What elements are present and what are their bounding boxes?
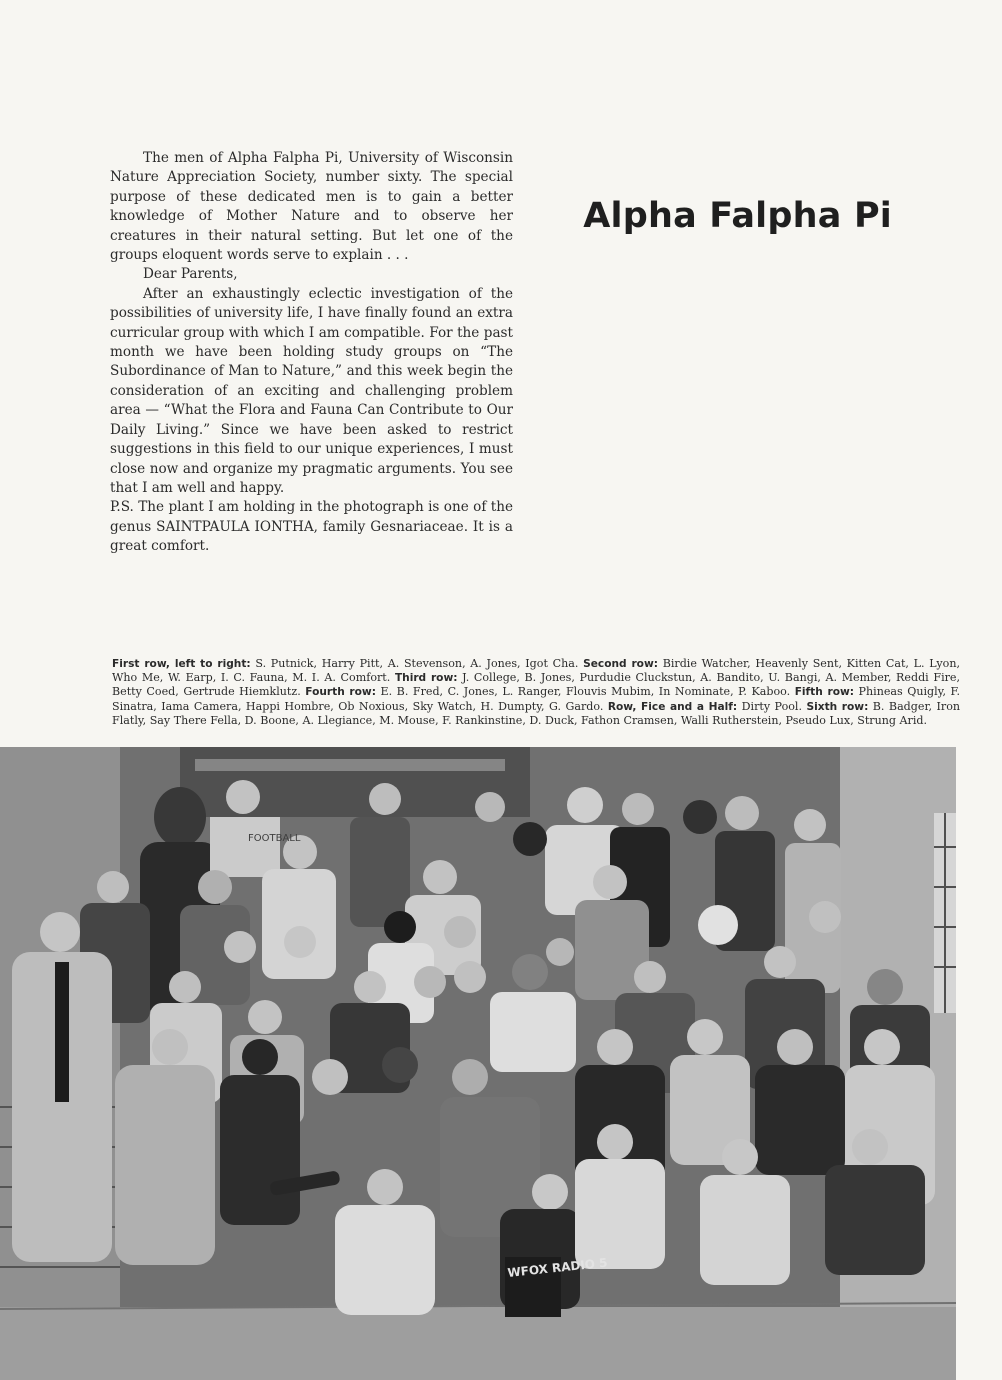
- caption-names-half-row: Dirty Pool.: [741, 699, 802, 713]
- caption-names-fifth-row: Phineas Quigly, F. Sinatra, Iama Camera, Happi Hombre, Ob Noxious, Sky Watch, H. Dumpty, G. Gardo.: [112, 685, 961, 713]
- page-title: Alpha Falpha Pi: [583, 196, 892, 236]
- postscript-paragraph: P.S. The plant I am holding in the photograph is one of the genus SAINTPAULA IONTHA, family Gesnariaceae. It is a great comfort.: [110, 499, 513, 555]
- group-photograph: [0, 747, 956, 1380]
- caption-names-sixth-row: B. Badger, Iron Flatly, Say There Fella, D. Boone, A. Llegiance, M. Mouse, F. Rankinstine, D. Duck, Fathon Cramsen, Walli Rutherstein, Pseudo Lux, Strung Arid.: [112, 699, 961, 727]
- sign-text: FOOTBALL: [248, 833, 301, 844]
- letter-paragraph: After an exhaustingly eclectic investigation of the possibilities of university life, I have finally found an extra curricular group with which I am compatible. For the past month we have been holding study groups on “The Subordinance of Man to Nature,” and this week begin the consideration of an exciting and challenging problem area — “What the Flora and Fauna Can Contribute to Our Daily Living.” Since we have been asked to restrict suggestions in this field to our unique experiences, I must close now and organize my pragmatic arguments. You see that I am well and happy.: [110, 285, 513, 496]
- caption-names-first-row: S. Putnick, Harry Pitt, A. Stevenson, A. Jones, Igot Cha.: [255, 657, 579, 670]
- shirt-text: WFOX RADIO 5: [506, 1255, 609, 1280]
- article-body: [110, 149, 513, 557]
- group-photo-illustration: [0, 747, 956, 1380]
- caption-label-first-row: First row, left to right:: [112, 658, 251, 670]
- caption-names-fourth-row: E. B. Fred, C. Jones, L. Ranger, Flouvis Mubim, In Nominate, P. Kaboo.: [380, 685, 791, 699]
- intro-paragraph: The men of Alpha Falpha Pi, University of Wisconsin Nature Appreciation Society, number sixty. The special purpose of these dedicated men is to gain a better knowledge of Mother Nature and to observe her creatures in their natural setting. But let one of the groups eloquent words serve to explain . . .: [110, 150, 513, 264]
- caption-label-third-row: Third row:: [394, 672, 458, 685]
- caption-names-second-row: Birdie Watcher, Heavenly Sent, Kitten Cat, L. Lyon, Who Me, W. Earp, I. C. Fauna, M. I. A. Comfort.: [112, 657, 961, 685]
- caption-label-half-row: Row, Fice and a Half:: [607, 700, 738, 713]
- photo-caption: [112, 657, 960, 727]
- caption-label-second-row: Second row:: [583, 658, 658, 670]
- caption-label-sixth-row: Sixth row:: [806, 700, 869, 713]
- photo-overlay: [0, 747, 956, 1380]
- letter-salutation: Dear Parents,: [143, 266, 238, 283]
- caption-names-third-row: J. College, B. Jones, Purdudie Cluckstun, A. Bandito, U. Bangi, A. Member, Reddi Fire, Betty Coed, Gertrude Hiemklutz.: [112, 671, 961, 699]
- caption-label-fifth-row: Fifth row:: [794, 686, 854, 699]
- caption-label-fourth-row: Fourth row:: [305, 686, 376, 699]
